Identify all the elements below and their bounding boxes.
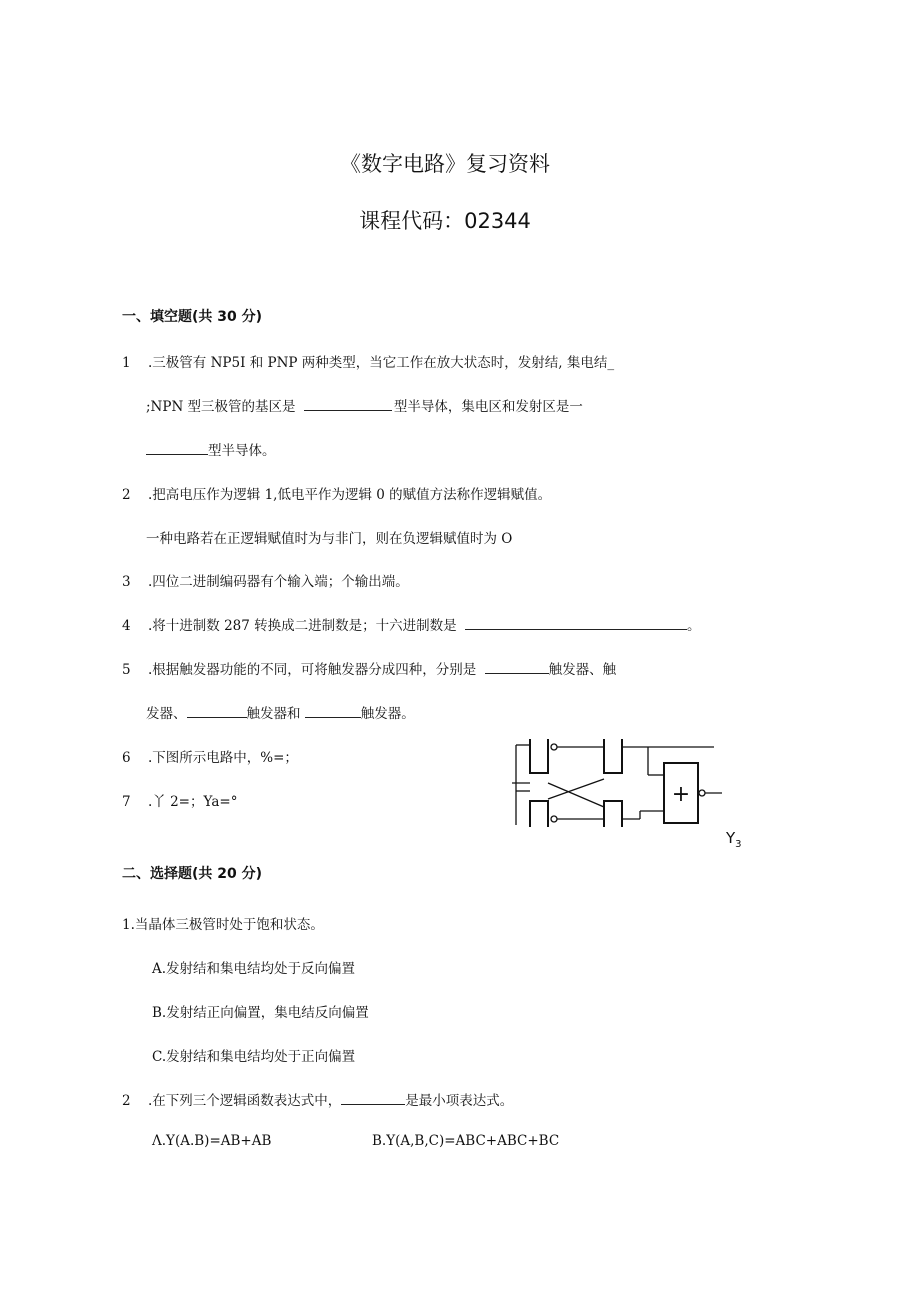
xor-symbol: + xyxy=(671,782,691,807)
s2-q1-option-b[interactable]: B.发射结正向偏置，集电结反向偏置 xyxy=(152,1005,369,1021)
s2-q1-option-c[interactable]: C.发射结和集电结均处于正向偏置 xyxy=(152,1049,356,1065)
q1-line3-post: 型半导体。 xyxy=(208,443,276,459)
q5-blank-2[interactable] xyxy=(187,705,247,718)
q1-line2-pre: ;NPN 型三极管的基区是 xyxy=(146,399,296,415)
figure-output-label: $Y_3$ xyxy=(726,829,742,850)
s2-q2-number: 2 xyxy=(122,1093,131,1109)
q6-number: 6 xyxy=(122,750,131,766)
q5-text: .根据触发器功能的不同，可将触发器分成四种，分别是 xyxy=(148,662,477,678)
q1-blank-base[interactable] xyxy=(304,398,392,411)
logic-circuit-figure xyxy=(508,735,728,835)
q2-number: 2 xyxy=(122,487,131,503)
q2-line2: 一种电路若在正逻辑赋值时为与非门，则在负逻辑赋值时为 O xyxy=(146,531,513,547)
s2-q2-option-a[interactable]: Λ.Y(A.B)=AB+AB xyxy=(152,1133,272,1149)
gate-bottom-right xyxy=(604,801,622,827)
q1-line2 xyxy=(146,395,583,415)
q1-text: .三极管有 NP5I 和 PNP 两种类型，当它工作在放大状态时，发射结, 集电结_ xyxy=(148,355,615,371)
q2-text: .把高电压作为逻辑 1,低电平作为逻辑 0 的赋值方法称作逻辑赋值。 xyxy=(148,487,552,503)
q5-blank-1[interactable] xyxy=(485,661,549,674)
q1-line1 xyxy=(122,351,614,371)
q6-line xyxy=(122,746,298,766)
q4-blank-hex[interactable] xyxy=(465,617,687,630)
xor-output-bubble xyxy=(699,790,705,796)
gate-bottom-left xyxy=(530,801,548,827)
q7-line xyxy=(122,790,237,810)
q1-line3 xyxy=(146,439,276,459)
s2-q2-post: 是最小项表达式。 xyxy=(405,1093,514,1109)
q3-number: 3 xyxy=(122,574,131,590)
q3-text: .四位二进制编码器有个输入端；个输出端。 xyxy=(148,574,409,590)
q1-line2-post: 型半导体，集电区和发射区是一 xyxy=(393,399,583,415)
q2-line1 xyxy=(122,483,551,503)
q7-number: 7 xyxy=(122,794,131,810)
q4-line xyxy=(122,614,700,634)
gate-top-right xyxy=(604,739,622,773)
q1-number: 1 xyxy=(122,355,131,371)
s2-q2-text: .在下列三个逻辑函数表达式中， xyxy=(148,1093,342,1109)
gate-top-left xyxy=(530,739,548,773)
s2-q1-option-a[interactable]: A.发射结和集电结均处于反向偏置 xyxy=(152,961,356,977)
s2-q1-line: 1.当晶体三极管时处于饱和状态。 xyxy=(122,917,324,933)
course-code: 课程代码：02344 xyxy=(359,209,531,233)
q4-post: 。 xyxy=(686,618,701,634)
q6-text: .下图所示电路中，%=； xyxy=(148,750,298,766)
q4-number: 4 xyxy=(122,618,131,634)
page-title: 《数字电路》复习资料 xyxy=(340,152,550,176)
s2-q2-blank[interactable] xyxy=(341,1092,405,1105)
q5-line2-a: 发器、 xyxy=(146,706,187,722)
q4-text: .将十进制数 287 转换成二进制数是；十六进制数是 xyxy=(148,618,457,634)
q5-line2-b: 触发器和 xyxy=(246,706,301,722)
bubble-bottom-left xyxy=(551,816,557,822)
q7-text: .丫 2=；Ya=° xyxy=(148,794,238,810)
section2-heading: 二、选择题(共 20 分) xyxy=(122,866,263,882)
q5-line1-post: 触发器、触 xyxy=(548,662,617,678)
bubble-top-left xyxy=(551,744,557,750)
s2-q2-option-b[interactable]: B.Y(A,B,C)=ABC+ABC+BC xyxy=(372,1133,560,1149)
section1-heading: 一、填空题(共 30 分) xyxy=(122,309,263,325)
q1-blank-collector[interactable] xyxy=(146,442,208,455)
q5-number: 5 xyxy=(122,662,131,678)
q5-line2 xyxy=(146,702,415,722)
q5-line2-c: 触发器。 xyxy=(360,706,415,722)
q5-blank-3[interactable] xyxy=(305,705,361,718)
q5-line1 xyxy=(122,658,616,678)
q3-line xyxy=(122,570,409,590)
s2-q2-line xyxy=(122,1089,513,1109)
